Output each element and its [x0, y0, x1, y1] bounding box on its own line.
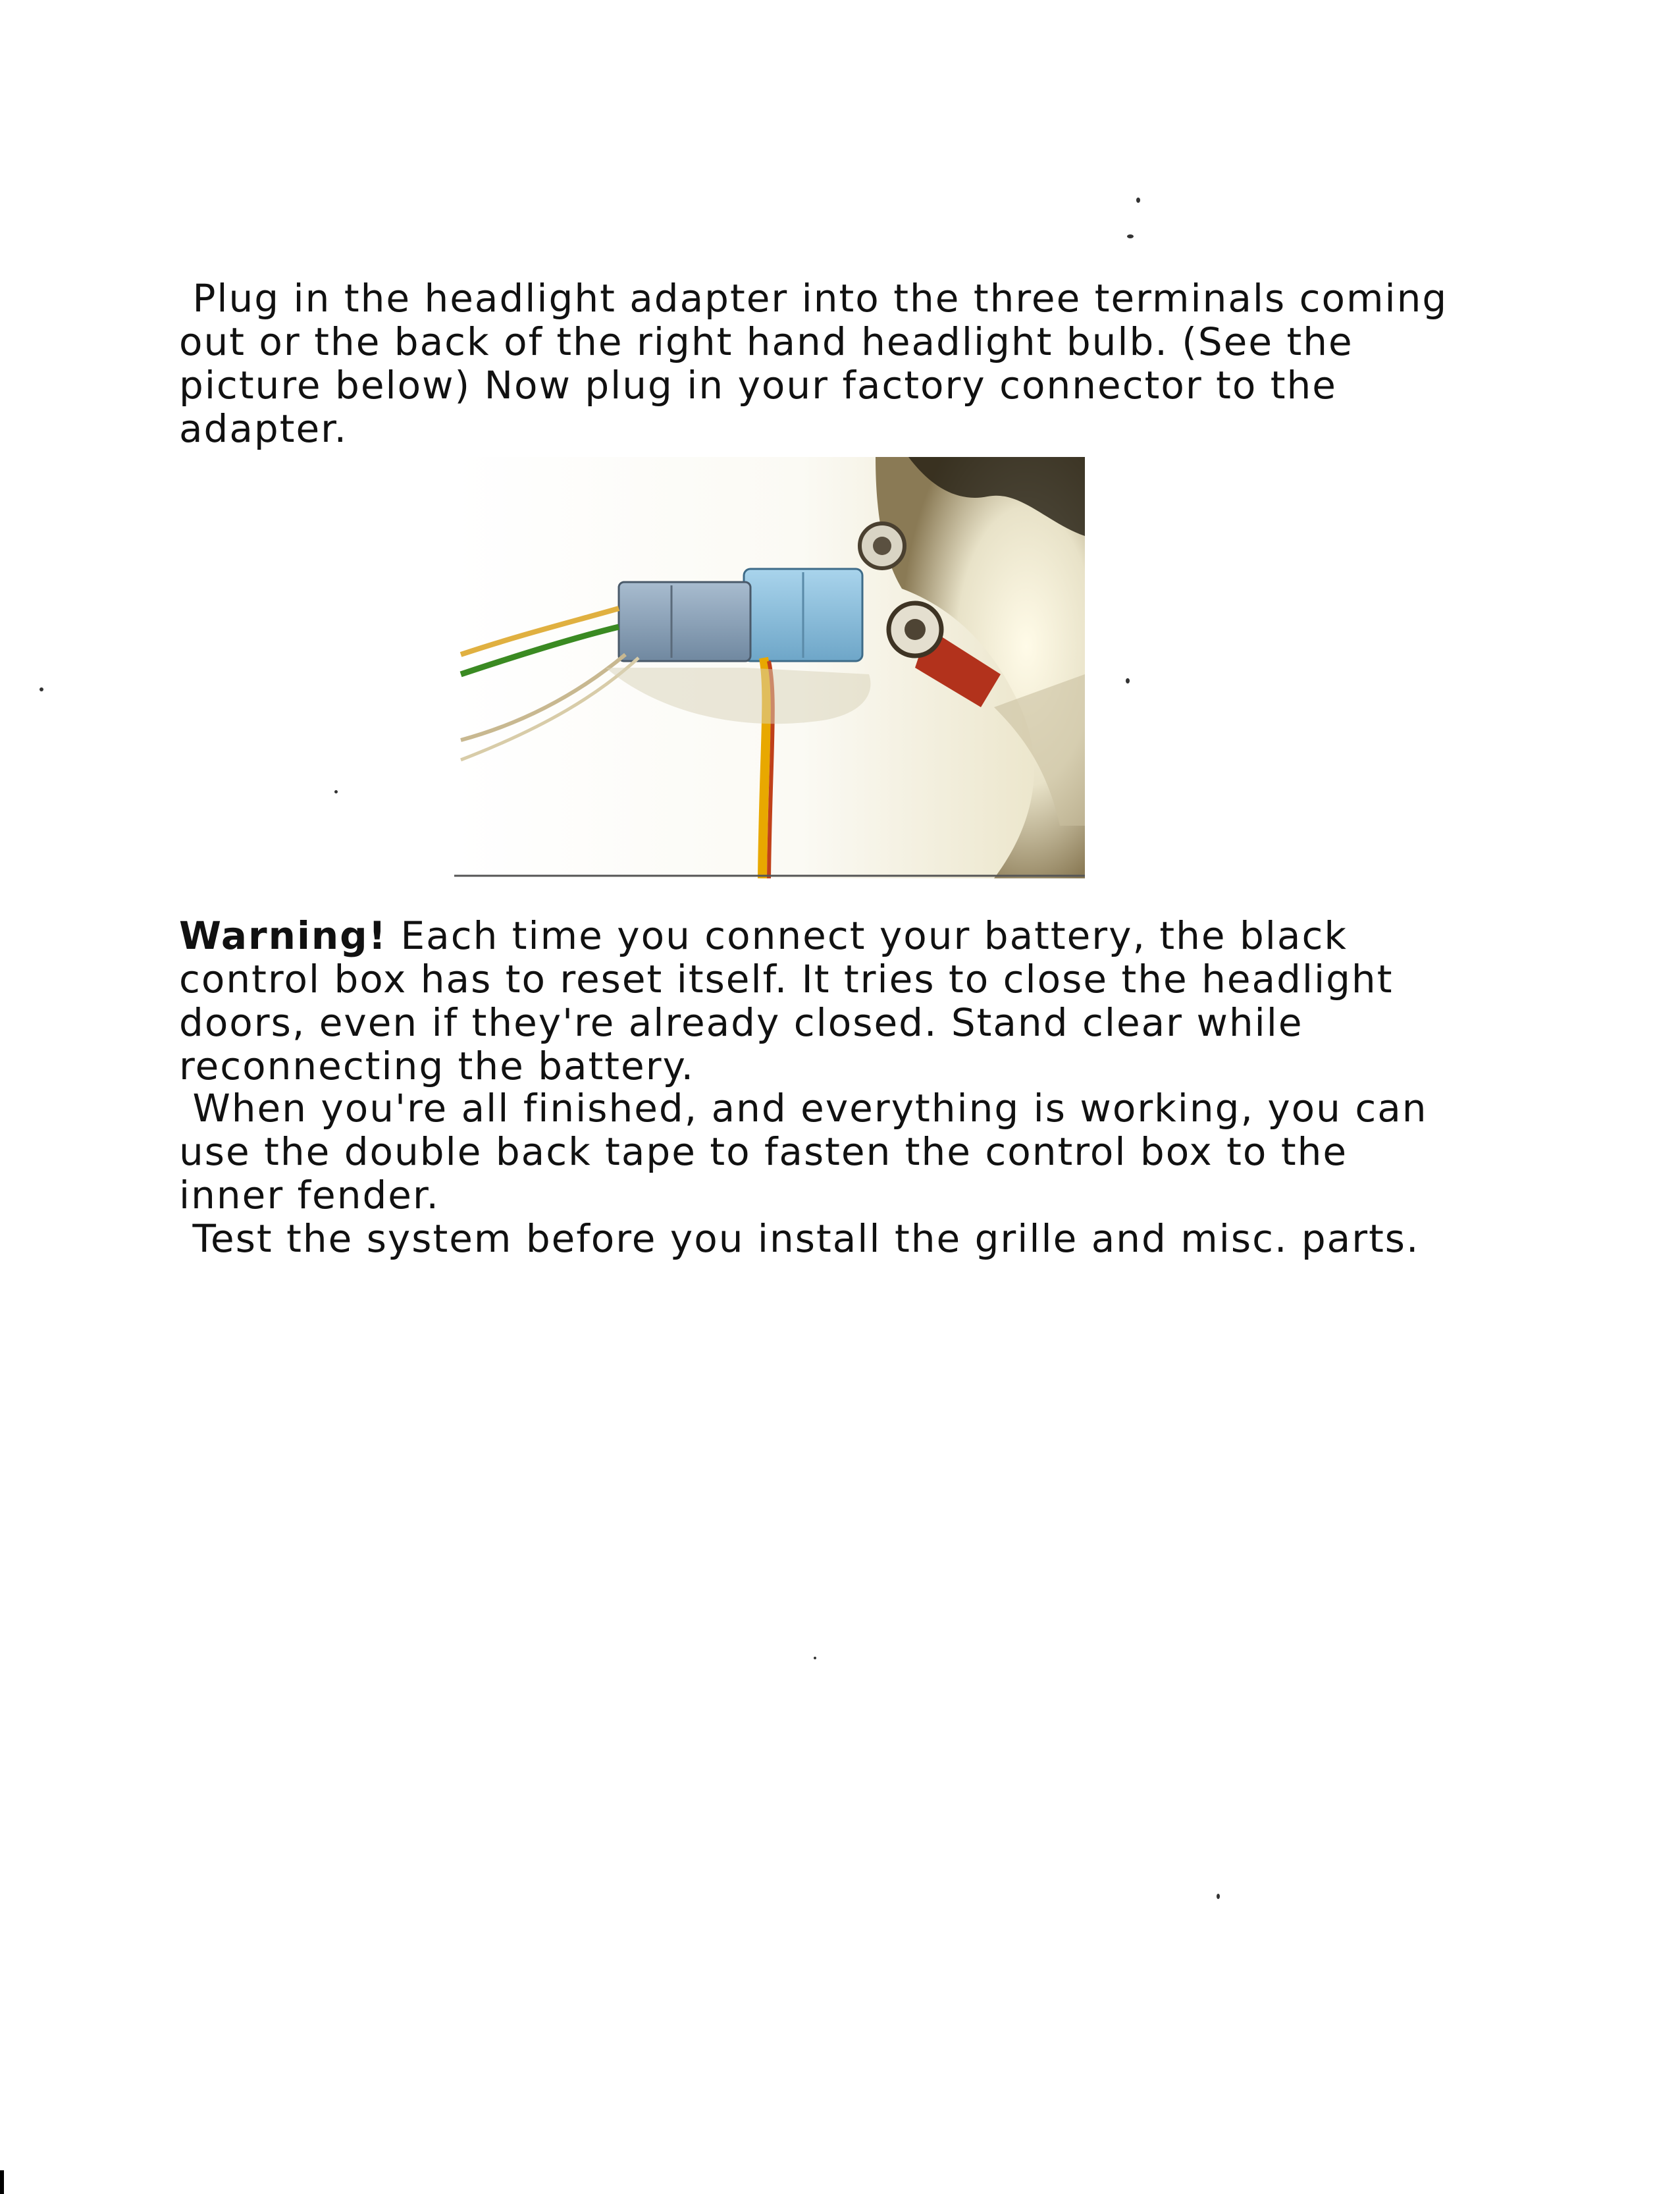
scan-speck — [1126, 678, 1130, 683]
warning-label: Warning! — [179, 913, 388, 958]
warning-text: Each time you connect your battery, the black control box has to reset itself. It tries to close the headlight doors, even if they're already closed. Stand clear while reconnecting the battery. — [179, 913, 1394, 1088]
factory-connector — [619, 582, 750, 661]
scan-speck — [1127, 234, 1134, 238]
warning-paragraph — [179, 914, 1456, 1088]
headlight-adapter-photo — [454, 457, 1085, 878]
instruction-paragraph-adapter: Plug in the headlight adapter into the three terminals coming out or the back of the right hand headlight bulb. (See the picture below) Now plug in your factory connector to the adapter. — [179, 276, 1448, 451]
scan-edge-mark — [0, 2170, 4, 2194]
scan-speck — [1136, 198, 1140, 203]
scan-speck — [1217, 1894, 1220, 1899]
scan-speck — [334, 790, 338, 793]
finish-paragraph: When you're all finished, and everything is working, you can use the double back tape to fasten the control box to the inner fender. — [179, 1086, 1428, 1217]
test-paragraph: Test the system before you install the grille and misc. parts. — [179, 1216, 1420, 1261]
scan-speck — [814, 1657, 816, 1659]
scan-speck — [39, 687, 43, 691]
